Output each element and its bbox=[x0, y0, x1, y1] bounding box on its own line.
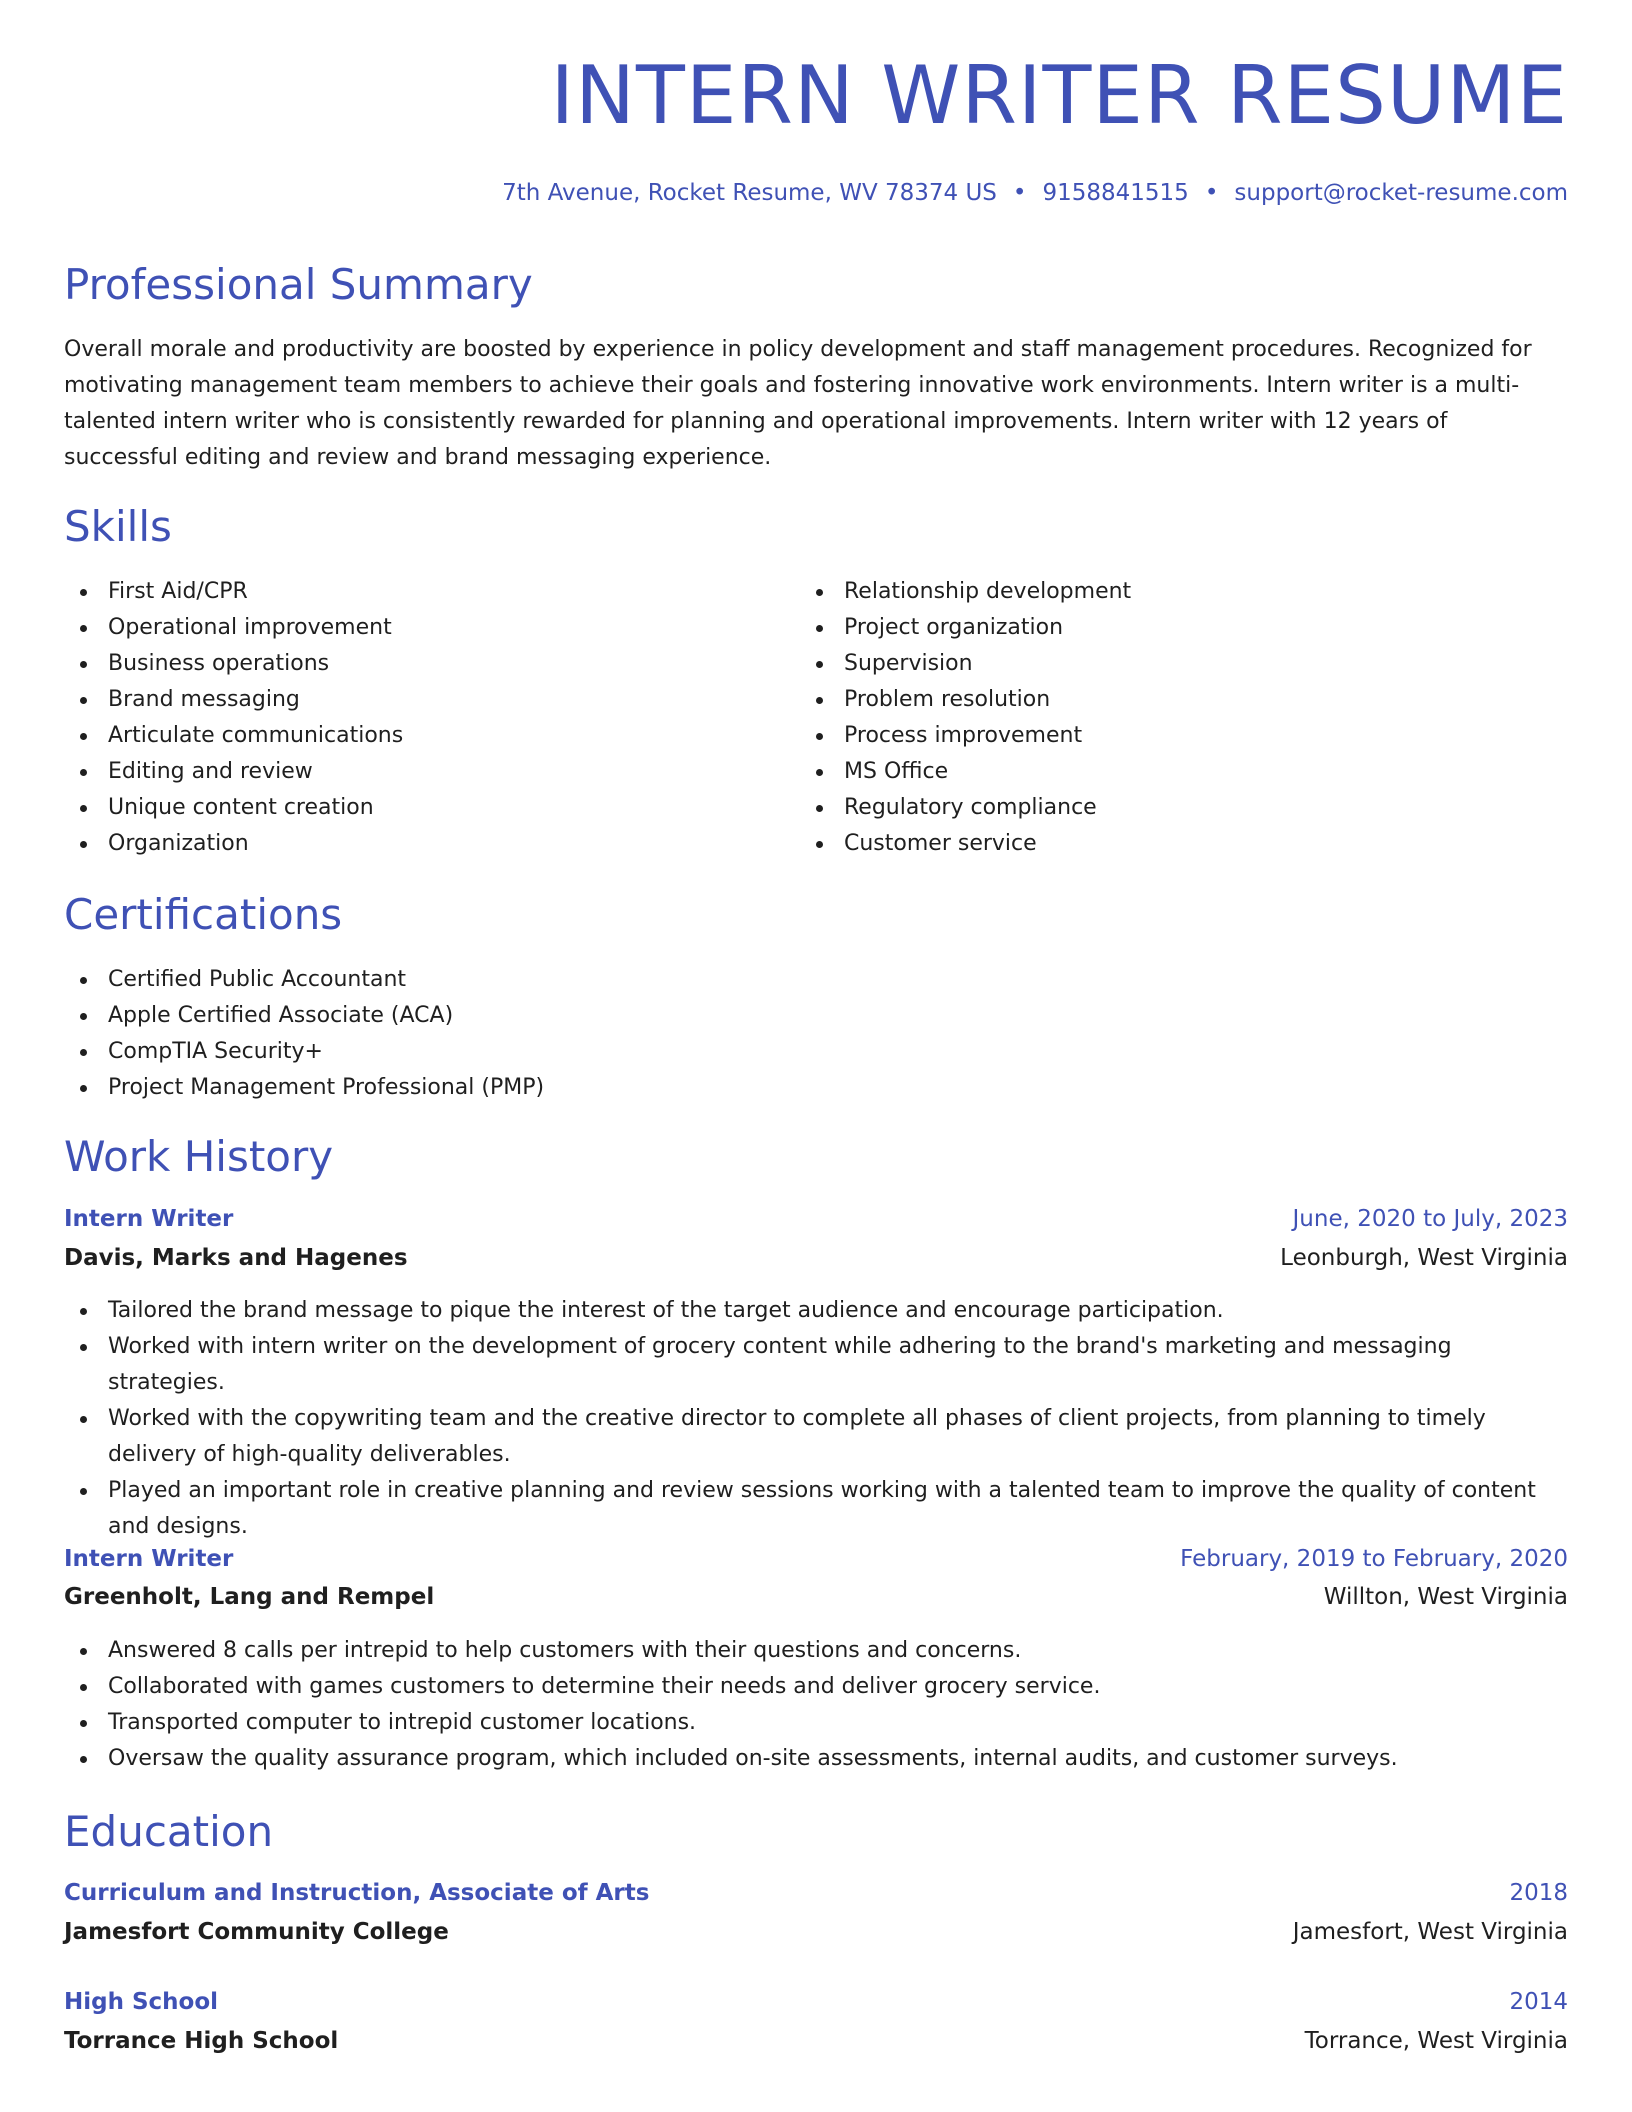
skill-item: Articulate communications bbox=[64, 718, 403, 754]
skill-item: Operational improvement bbox=[64, 610, 403, 646]
education-degree: Curriculum and Instruction, Associate of Arts bbox=[64, 1880, 650, 1906]
resume-name: INTERN WRITER RESUME bbox=[550, 49, 1568, 142]
contact-separator: • bbox=[1204, 180, 1219, 206]
job-location: Willton, West Virginia bbox=[1323, 1584, 1568, 1610]
contact-phone: 9158841515 bbox=[1042, 180, 1189, 206]
skill-item: MS Office bbox=[800, 754, 1131, 790]
education-location: Jamesfort, West Virginia bbox=[1292, 1919, 1568, 1945]
job-title: Intern Writer bbox=[64, 1206, 234, 1232]
skill-item: Regulatory compliance bbox=[800, 790, 1131, 826]
skill-item: Editing and review bbox=[64, 754, 403, 790]
section-title-skills: Skills bbox=[64, 502, 172, 551]
education-year: 2014 bbox=[1509, 1989, 1568, 2015]
skill-item: Brand messaging bbox=[64, 682, 403, 718]
job-employer: Greenholt, Lang and Rempel bbox=[64, 1584, 435, 1610]
job-dates: June, 2020 to July, 2023 bbox=[1292, 1206, 1568, 1232]
skill-item: First Aid/CPR bbox=[64, 574, 403, 610]
certification-item: CompTIA Security+ bbox=[64, 1034, 544, 1070]
section-title-summary: Professional Summary bbox=[64, 260, 533, 309]
job-duty: Tailored the brand message to pique the interest of the target audience and encourage participation. bbox=[64, 1293, 1568, 1329]
contact-email: support@rocket-resume.com bbox=[1234, 180, 1568, 206]
certification-item: Apple Certified Associate (ACA) bbox=[64, 998, 544, 1034]
job-duty: Worked with intern writer on the development of grocery content while adhering to the brand's marketing and messaging strategies. bbox=[64, 1329, 1568, 1401]
job-duty: Answered 8 calls per intrepid to help customers with their questions and concerns. bbox=[64, 1633, 1568, 1669]
education-school: Jamesfort Community College bbox=[64, 1919, 449, 1945]
job-employer-row bbox=[64, 1245, 1568, 1271]
job-header bbox=[64, 1546, 1568, 1572]
skill-item: Customer service bbox=[800, 826, 1131, 862]
skill-item: Process improvement bbox=[800, 718, 1131, 754]
job-location: Leonburgh, West Virginia bbox=[1280, 1245, 1568, 1271]
job-duty: Played an important role in creative planning and review sessions working with a talented team to improve the quality of content and designs. bbox=[64, 1473, 1568, 1545]
education-school-row bbox=[64, 2028, 1568, 2054]
job-duties-list bbox=[64, 1293, 1568, 1545]
job-duties-list bbox=[64, 1633, 1568, 1777]
contact-separator: • bbox=[1012, 180, 1027, 206]
job-header bbox=[64, 1206, 1568, 1232]
job-duty: Oversaw the quality assurance program, which included on-site assessments, internal audits, and customer surveys. bbox=[64, 1741, 1568, 1777]
skill-item: Organization bbox=[64, 826, 403, 862]
job-employer-row bbox=[64, 1584, 1568, 1610]
job-title: Intern Writer bbox=[64, 1546, 234, 1572]
summary-text: Overall morale and productivity are boosted by experience in policy development and staff management procedures. Recognized for motivating management team members to achieve their goals and fostering innovative work environments. Intern writer is a multi-talented intern writer who is consistently rewarded for planning and operational improvements. Intern writer with 12 years of successful editing and review and brand messaging experience. bbox=[64, 337, 1532, 470]
skill-item: Relationship development bbox=[800, 574, 1131, 610]
job-dates: February, 2019 to February, 2020 bbox=[1180, 1546, 1568, 1572]
education-header bbox=[64, 1989, 1568, 2015]
skills-list-left bbox=[64, 574, 403, 862]
education-location: Torrance, West Virginia bbox=[1304, 2028, 1568, 2054]
skill-item: Supervision bbox=[800, 646, 1131, 682]
job-duty: Worked with the copywriting team and the creative director to complete all phases of client projects, from planning to timely delivery of high-quality deliverables. bbox=[64, 1401, 1568, 1473]
skill-item: Problem resolution bbox=[800, 682, 1131, 718]
skills-list-right bbox=[800, 574, 1131, 862]
skill-item: Project organization bbox=[800, 610, 1131, 646]
education-school-row bbox=[64, 1919, 1568, 1945]
job-duty: Collaborated with games customers to determine their needs and deliver grocery service. bbox=[64, 1669, 1568, 1705]
contact-address: 7th Avenue, Rocket Resume, WV 78374 US bbox=[502, 180, 997, 206]
certification-item: Project Management Professional (PMP) bbox=[64, 1070, 544, 1106]
certifications-list bbox=[64, 962, 544, 1106]
education-degree: High School bbox=[64, 1989, 219, 2015]
skill-item: Business operations bbox=[64, 646, 403, 682]
education-header bbox=[64, 1880, 1568, 1906]
section-title-certifications: Certifications bbox=[64, 890, 343, 939]
certification-item: Certified Public Accountant bbox=[64, 962, 544, 998]
skill-item: Unique content creation bbox=[64, 790, 403, 826]
section-title-education: Education bbox=[64, 1807, 274, 1856]
education-school: Torrance High School bbox=[64, 2028, 339, 2054]
job-employer: Davis, Marks and Hagenes bbox=[64, 1245, 408, 1271]
education-year: 2018 bbox=[1509, 1880, 1568, 1906]
contact-line bbox=[502, 180, 1568, 206]
job-duty: Transported computer to intrepid customer locations. bbox=[64, 1705, 1568, 1741]
section-title-work-history: Work History bbox=[64, 1132, 334, 1181]
